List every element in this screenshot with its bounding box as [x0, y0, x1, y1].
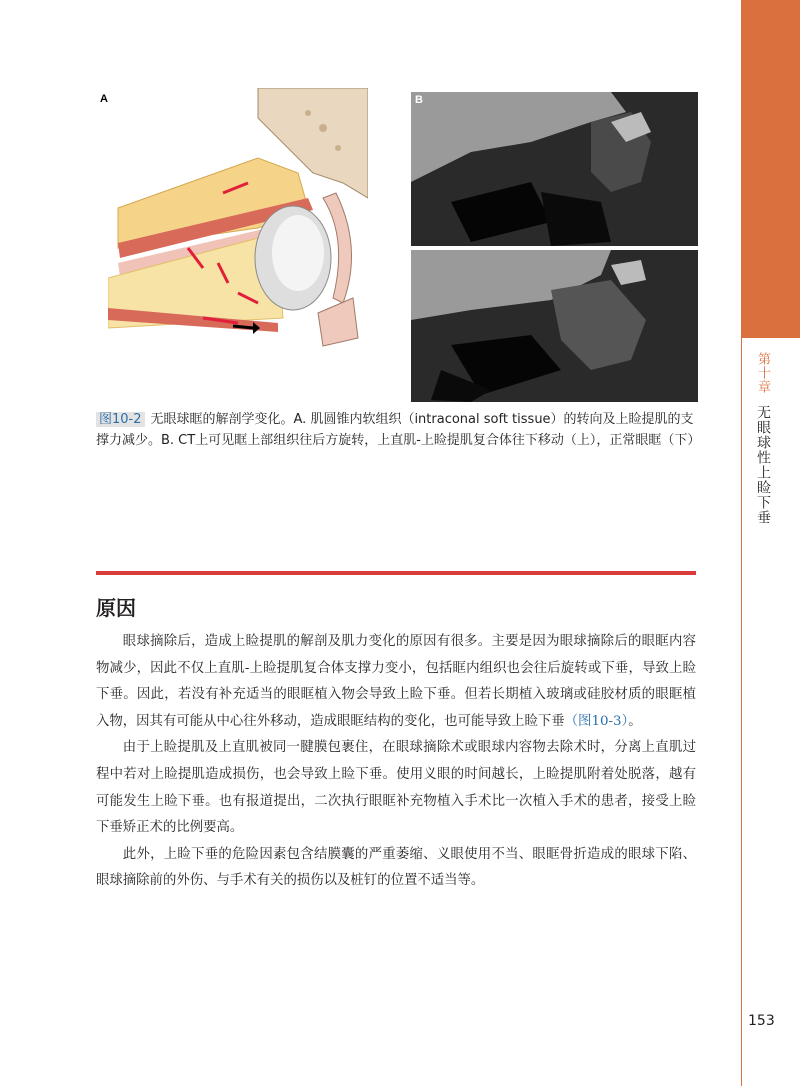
- section-divider: [96, 571, 696, 575]
- caption-text: 无眼球眶的解剖学变化。A. 肌圆锥内软组织（intraconal soft tissue）的转向及上睑提肌的支撑力减少。B. CT上可见眶上部组织往后方旋转，上直肌-上睑提肌复合体往下移动（上），正常眼眶（下）: [96, 412, 701, 448]
- paragraph-1: [96, 629, 696, 735]
- orbit-anatomy-illustration: [108, 88, 368, 350]
- paragraph-1-end: 。: [628, 713, 642, 729]
- panel-b-label: B: [415, 94, 423, 106]
- paragraph-3: 此外，上睑下垂的危险因素包含结膜囊的严重萎缩、义眼使用不当、眼眶骨折造成的眼球下陷、眼球摘除前的外伤、与手术有关的损伤以及桩钉的位置不适当等。: [96, 846, 696, 889]
- section-heading: 原因: [96, 596, 136, 620]
- figure-caption: [96, 409, 701, 451]
- page-number: 153: [748, 1013, 775, 1029]
- panel-a-label: A: [100, 93, 108, 105]
- side-rule: [741, 338, 742, 1086]
- chapter-number: 第十章: [755, 352, 770, 394]
- figure-tag: 图10-2: [96, 412, 145, 427]
- body-text: [96, 629, 696, 895]
- figure-reference[interactable]: （图10-3）: [564, 713, 629, 729]
- chapter-tab: [741, 0, 800, 338]
- ct-scan-upper: [411, 92, 698, 246]
- ct-scan-lower: [411, 250, 698, 402]
- paragraph-1-text: 眼球摘除后，造成上睑提肌的解剖及肌力变化的原因有很多。主要是因为眼球摘除后的眼眶内容物减少，因此不仅上直肌-上睑提肌复合体支撑力变小，包括眶内组织也会往后旋转或下垂，导致上睑下垂。因此，若没有补充适当的眼眶植入物会导致上睑下垂。但若长期植入玻璃或硅胶材质的眼眶植入物，因其有可能从中心往外移动，造成眼眶结构的变化，也可能导致上睑下垂: [96, 634, 696, 729]
- paragraph-2: 由于上睑提肌及上直肌被同一腱膜包裹住，在眼球摘除术或眼球内容物去除术时，分离上直肌过程中若对上睑提肌造成损伤，也会导致上睑下垂。使用义眼的时间越长，上睑提肌附着处脱落，越有可能发生上睑下垂。也有报道提出，二次执行眼眶补充物植入手术比一次植入手术的患者，接受上睑下垂矫正术的比例要高。: [96, 740, 696, 836]
- chapter-title: 无眼球性上睑下垂: [755, 405, 771, 525]
